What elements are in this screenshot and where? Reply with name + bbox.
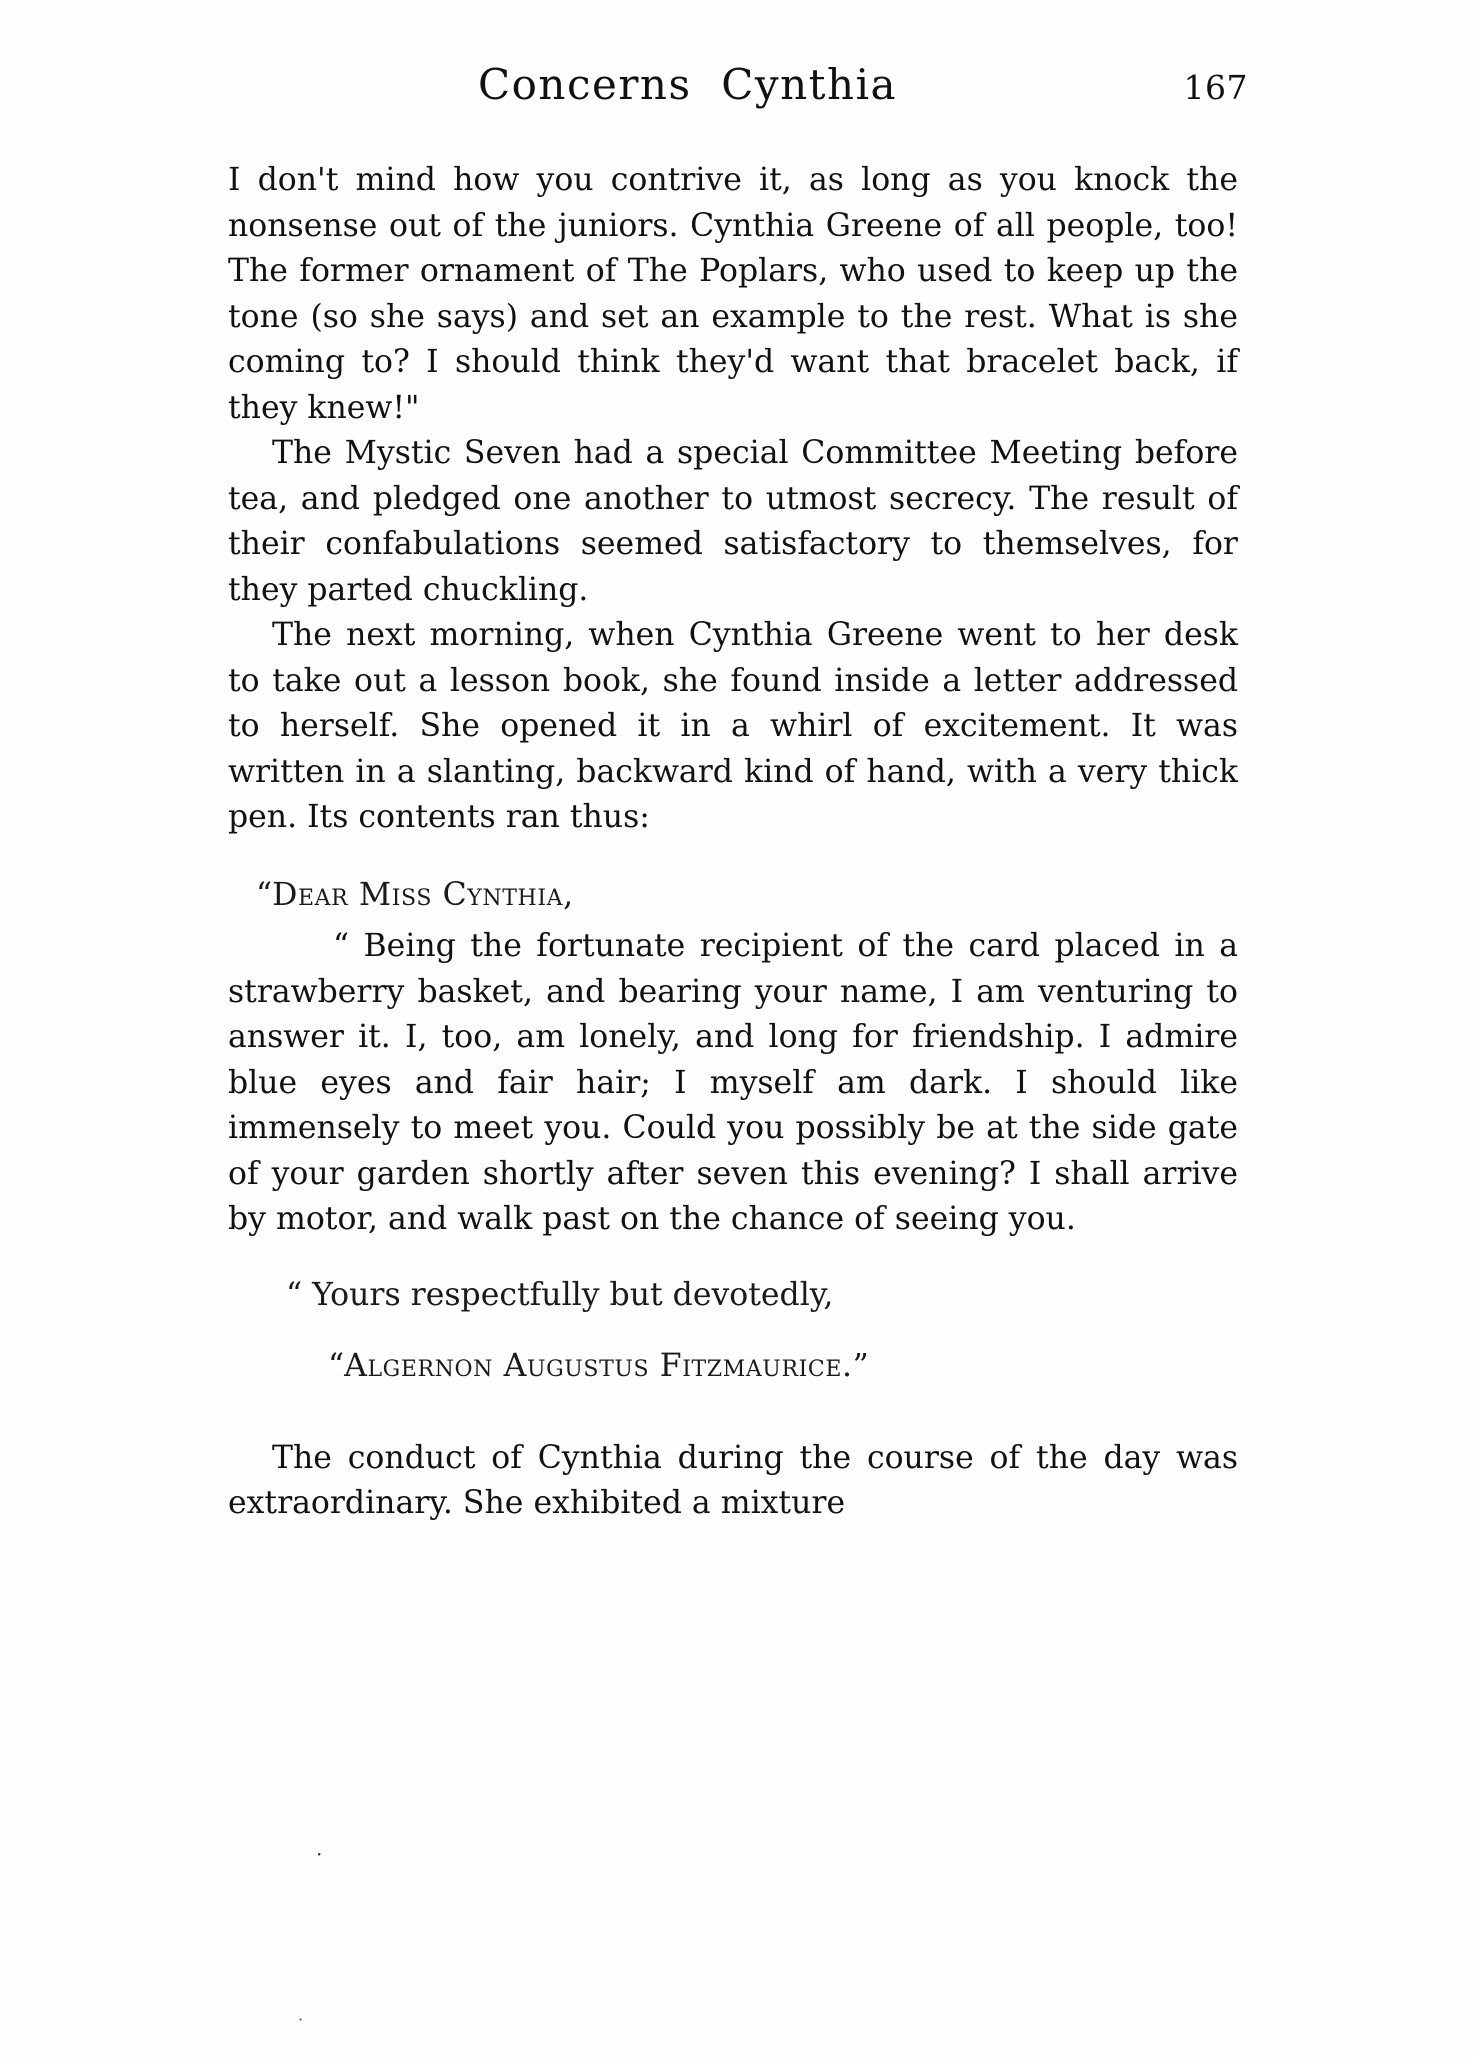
salutation-open-quote: “: [256, 876, 273, 913]
running-head-title: Concerns Cynthia: [478, 60, 898, 109]
paragraph-1: I don't mind how you contrive it, as long as you knock the nonsense out of the juniors. Cynthia Greene of all people, too! The former ornament of The Poplars, who used to keep up the tone (so she says) and set an example to the rest. What is she coming to? I should think they'd want that bracelet back, if they knew!": [228, 162, 1238, 426]
page-number: 167: [1183, 68, 1248, 107]
letter-body: “ Being the fortunate recipient of the card placed in a strawberry basket, and bearing your name, I am venturing to answer it. I, too, am lonely, and long for friendship. I admire blue eyes and fair hair; I myself am dark. I should like immensely to meet you. Could you possibly be at the side gate of your garden shortly after seven this evening? I shall arrive by motor, and walk past on the chance of seeing you.: [228, 928, 1238, 1237]
letter-closing: “ Yours respectfully but devotedly,: [286, 1276, 834, 1313]
page-content: [228, 158, 1238, 1527]
paragraph-4: The conduct of Cynthia during the course of the day was extraordinary. She exhibited a mixture: [228, 1439, 1238, 1521]
letter-signature: [328, 1344, 1238, 1390]
paragraph-3: The next morning, when Cynthia Greene went to her desk to take out a lesson book, she found inside a letter addressed to herself. She opened it in a whirl of excitement. It was written in a slanting, backward kind of hand, with a very thick pen. Its contents ran thus:: [228, 617, 1238, 835]
footer-speck: ·: [316, 1842, 323, 1866]
signature-name: Algernon Augustus Fitzmaurice.: [344, 1348, 853, 1384]
bottom-speck: ·: [298, 2010, 304, 2029]
signature-open-quote: “: [328, 1348, 345, 1384]
letter-block: [228, 873, 1238, 1390]
paragraph-2: The Mystic Seven had a special Committee Meeting before tea, and pledged one another to utmost secrecy. The result of their confabulations seemed satisfactory to themselves, for they parted chuckling.: [228, 435, 1238, 608]
salutation-text: Dear Miss Cynthia,: [272, 876, 574, 913]
letter-salutation: [256, 873, 1238, 919]
page-header: [228, 60, 1248, 109]
signature-close-quote: ”: [852, 1348, 869, 1384]
